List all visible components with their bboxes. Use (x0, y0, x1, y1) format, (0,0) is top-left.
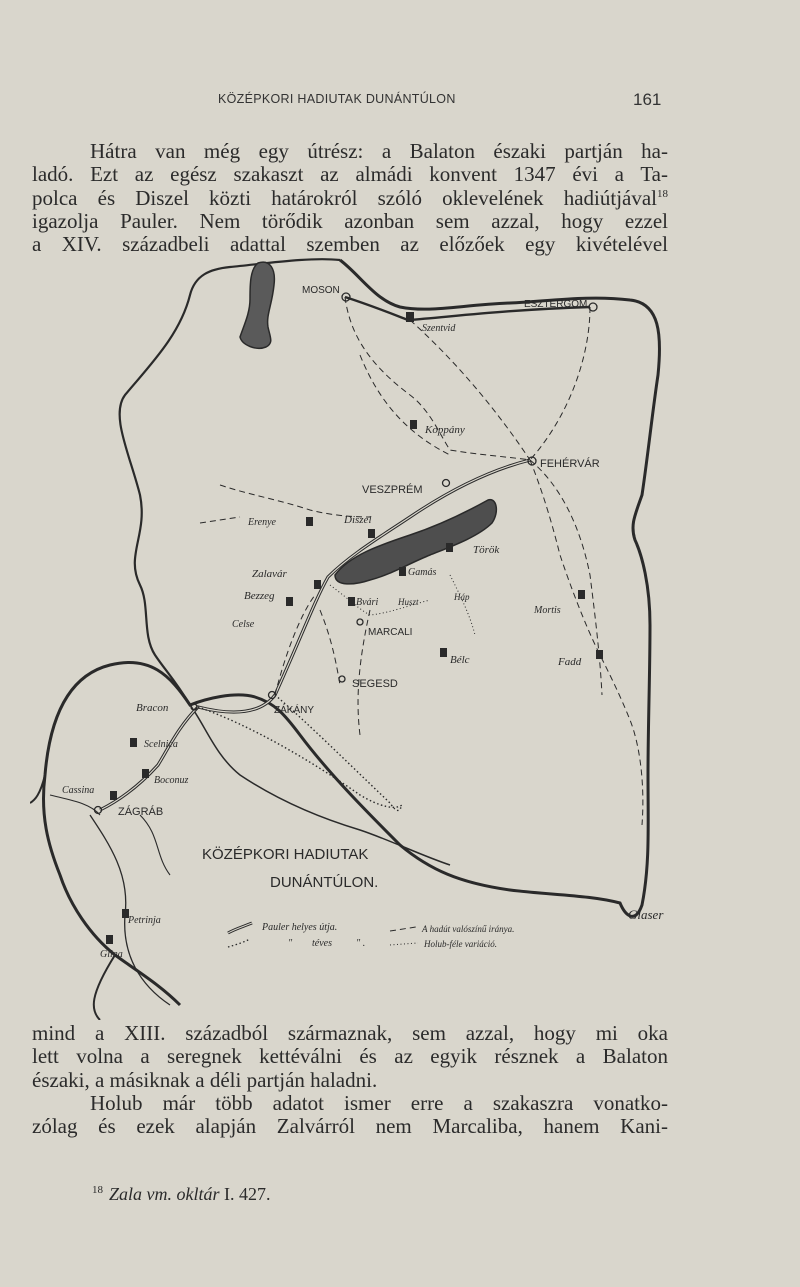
label-segesd: SEGESD (352, 678, 398, 690)
label-veszprem: VESZPRÉM (362, 484, 423, 496)
footnote-number: 18 (92, 1184, 103, 1196)
lake-ferto (240, 262, 274, 348)
text-line: északi, a másiknak a déli partján haladni. (32, 1067, 378, 1092)
text-line: ladó. Ezt az egész szakaszt az almádi konvent 1347 évi a Ta- (32, 162, 668, 187)
border-line-west (120, 259, 340, 705)
label-hap: Háp (454, 592, 470, 602)
border-line (43, 260, 659, 1005)
label-esztergom: ESZTERGOM (524, 299, 588, 310)
text-line (32, 187, 668, 210)
label-cassina: Cassina (62, 785, 95, 796)
map-figure (30, 255, 690, 1020)
label-celse: Celse (232, 619, 255, 630)
label-zalavar: Zalavár (252, 568, 287, 580)
label-koppany: Koppány (425, 424, 465, 436)
historical-map (30, 255, 690, 1020)
text-line: igazolja Pauler. Nem törődik azonban sem azzal, hogy ezzel (32, 208, 668, 233)
label-glina: Glina (100, 949, 123, 960)
text-line: lett volna a seregnek kettéválni és az egyik résznek a Balaton (32, 1044, 668, 1069)
footnote-reference: I. 427. (219, 1184, 271, 1204)
label-diszel: Diszel (344, 514, 372, 526)
label-bvari: Bvári (356, 597, 379, 608)
legend-pauler-wrong: téves (312, 938, 332, 949)
map-title-line1: KÖZÉPKORI HADIUTAK (202, 846, 369, 863)
label-belc: Bélc (450, 654, 470, 666)
route-likely (275, 297, 602, 735)
label-gamas: Gamás (408, 567, 437, 578)
legend-likely-route: A hadút valószínű iránya. (422, 924, 515, 934)
paragraph-bottom-1 (32, 1022, 668, 1092)
text-line-content: polca és Diszel közti határokról szóló oklevelének hadiútjával (32, 185, 657, 210)
legend-pauler-wrong-ditto: " (288, 938, 293, 949)
legend-holub-variant: Holub-féle variáció. (424, 939, 497, 949)
label-erenye: Erenye (248, 517, 276, 528)
label-bezzeg: Bezzeg (244, 590, 275, 602)
footnote (92, 1184, 271, 1205)
legend-pauler-wrong-ditto-2: " . (356, 938, 366, 949)
label-scelnica: Scelnica (144, 739, 178, 750)
label-torok: Török (473, 544, 500, 556)
page-number: 161 (633, 90, 662, 109)
map-title-line2: DUNÁNTÚLON. (270, 874, 379, 891)
label-mortis: Mortis (534, 605, 561, 616)
legend-swatch-likely (390, 927, 416, 931)
label-boconuz: Boconuz (154, 775, 189, 786)
map-legend (228, 922, 514, 949)
label-huszt: Huszt (398, 597, 419, 607)
text-line: a XIV. századbeli adattal szemben az előzőek egy kivételével (32, 232, 668, 257)
label-petrinja: Petrinja (128, 915, 161, 926)
page-header (0, 92, 800, 114)
label-fadd: Fadd (558, 656, 582, 668)
map-signature: Glaser (628, 907, 664, 922)
river-drava (190, 705, 450, 865)
town-circles (95, 293, 598, 814)
route-likely-east (530, 460, 643, 825)
label-szentvid: Szentvid (422, 323, 456, 334)
route-cross (410, 320, 530, 460)
paragraph-top (32, 140, 668, 256)
text-line: Hátra van még egy útrész: a Balaton északi partján ha- (90, 139, 668, 163)
text-line: Holub már több adatot ismer erre a szakaszra vonatko- (90, 1091, 668, 1115)
label-zakany: ZÁKÁNY (274, 705, 315, 716)
legend-swatch-holub (390, 943, 418, 945)
label-feherver: FEHÉRVÁR (540, 458, 600, 470)
footnote-source: Zala vm. okltár (109, 1184, 220, 1204)
paragraph-bottom-2 (32, 1092, 668, 1139)
text-line: zólag és ezek alapján Zalvárról nem Marcaliba, hanem Kani- (32, 1114, 668, 1139)
text-line: mind a XIII. századból származnak, sem azzal, hogy mi oka (32, 1021, 668, 1045)
route-pauler-wrong-2 (198, 707, 402, 807)
running-title: KÖZÉPKORI HADIUTAK DUNÁNTÚLON (218, 92, 456, 106)
legend-swatch-wrong (228, 939, 250, 947)
label-moson: MOSON (302, 285, 340, 296)
legend-pauler-correct: Pauler helyes útja. (262, 922, 338, 933)
label-marcali: MARCALI (368, 627, 413, 638)
legend-swatch-correct-inner (228, 923, 252, 933)
label-bracon: Bracon (136, 702, 169, 714)
footnote-mark: 18 (657, 187, 668, 200)
label-zagrab: ZÁGRÁB (118, 806, 164, 818)
